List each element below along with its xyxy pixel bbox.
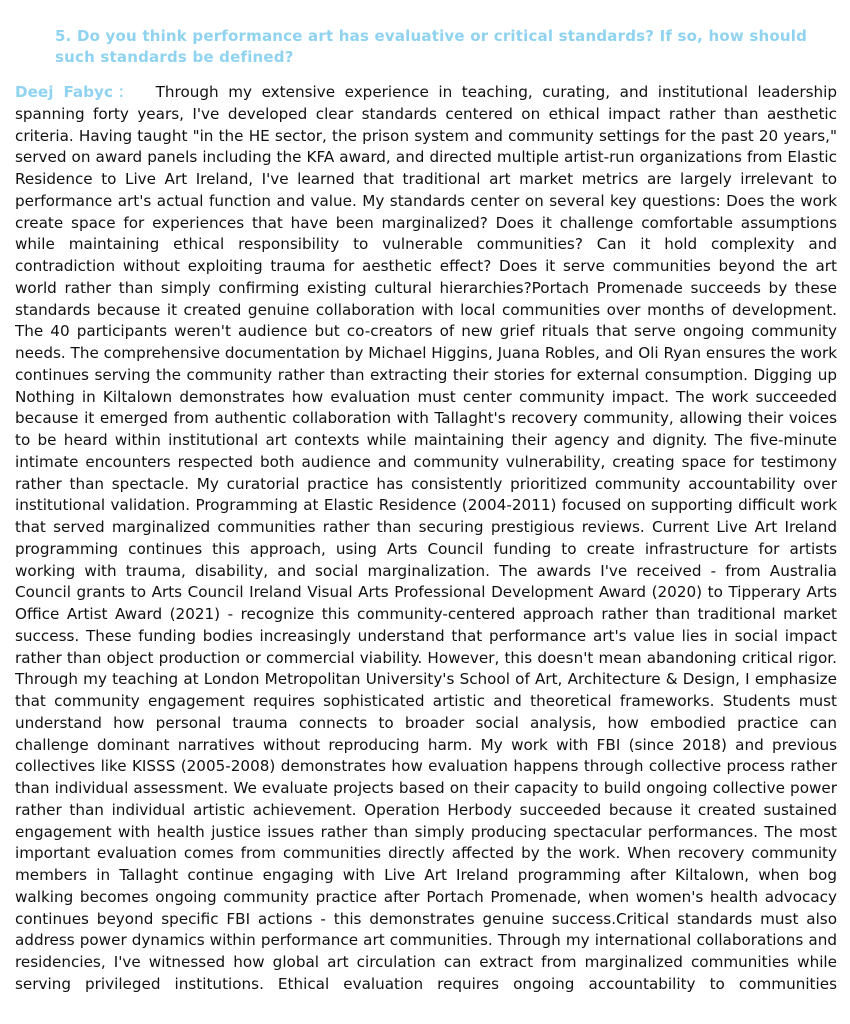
document-page (15, 26, 837, 996)
question-heading: 5. Do you think performance art has evaluative or critical standards? If so, how should such standards be defined? (55, 27, 808, 66)
speaker-name: Deej Fabyc： (15, 83, 138, 101)
answer-text: Through my extensive experience in teaching, curating, and institutional leadership spanning forty years, I've developed clear standards centered on ethical impact rather than aesthetic criteria. Having taught "in the HE sector, the prison system and community settings for the past 20 years," served on award panels including the KFA award, and directed multiple artist-run organizations from Elastic Residence to Live Art Ireland, I've learned that traditional art market metrics are largely irrelevant to performance art's actual function and value. My standards center on several key questions: Does the work create space for experiences that have been marginalized? Does it challenge comfortable assumptions while maintaining ethical responsibility to vulnerable communities? Can it hold complexity and contradiction without exploiting trauma for aesthetic effect? Does it serve communities beyond the art world rather than simply confirming existing cultural hierarchies?Portach Promenade succeeds by these standards because it created genuine collaboration with local communities over months of development. The 40 participants weren't audience but co-creators of new grief rituals that serve ongoing community needs. The comprehensive documentation by Michael Higgins, Juana Robles, and Oli Ryan ensures the work continues serving the community rather than extracting their stories for external consumption. Digging up Nothing in Kiltalown demonstrates how evaluation must center community impact. The work succeeded because it emerged from authentic collaboration with Tallaght's recovery community, allowing their voices to be heard within institutional art contexts while maintaining their agency and dignity. The five-minute intimate encounters respected both audience and community vulnerability, creating space for testimony rather than spectacle. My curatorial practice has consistently prioritized community accountability over institutional validation. Programming at Elastic Residence (2004-2011) focused on supporting difficult work that served marginalized communities rather than securing prestigious reviews. Current Live Art Ireland programming continues this approach, using Arts Council funding to create infrastructure for artists working with trauma, disability, and social marginalization. The awards I've received - from Australia Council grants to Arts Council Ireland Visual Arts Professional Development Award (2020) to Tipperary Arts Office Artist Award (2021) - recognize this community-centered approach rather than traditional market success. These funding bodies increasingly understand that performance art's value lies in social impact rather than object production or commercial viability. However, this doesn't mean abandoning critical rigor. Through my teaching at London Metropolitan University's School of Art, Architecture & Design, I emphasize that community engagement requires sophisticated artistic and theoretical frameworks. Students must understand how personal trauma connects to broader social analysis, how embodied practice can challenge dominant narratives without reproducing harm. My work with FBI (since 2018) and previous collectives like KISSS (2005-2008) demonstrates how evaluation happens through collective process rather than individual assessment. We evaluate projects based on their capacity to build ongoing collective power rather than individual artistic achievement. Operation Herbody succeeded because it created sustained engagement with health justice issues rather than simply producing spectacular performances. The most important evaluation comes from communities directly affected by the work. When recovery community members in Tallaght continue engaging with Live Art Ireland programming after Kiltalown, when bog walking becomes ongoing community practice after Portach Promenade, when women's health advocacy continues beyond specific FBI actions - this demonstrates genuine success.Critical standards must also address power dynamics within performance art communities. Through my international collaborations and residencies, I've witnessed how global art circulation can extract from marginalized communities while serving privileged institutions. Ethical evaluation requires ongoing accountability to communities (15, 83, 837, 993)
answer-paragraph (15, 82, 837, 996)
